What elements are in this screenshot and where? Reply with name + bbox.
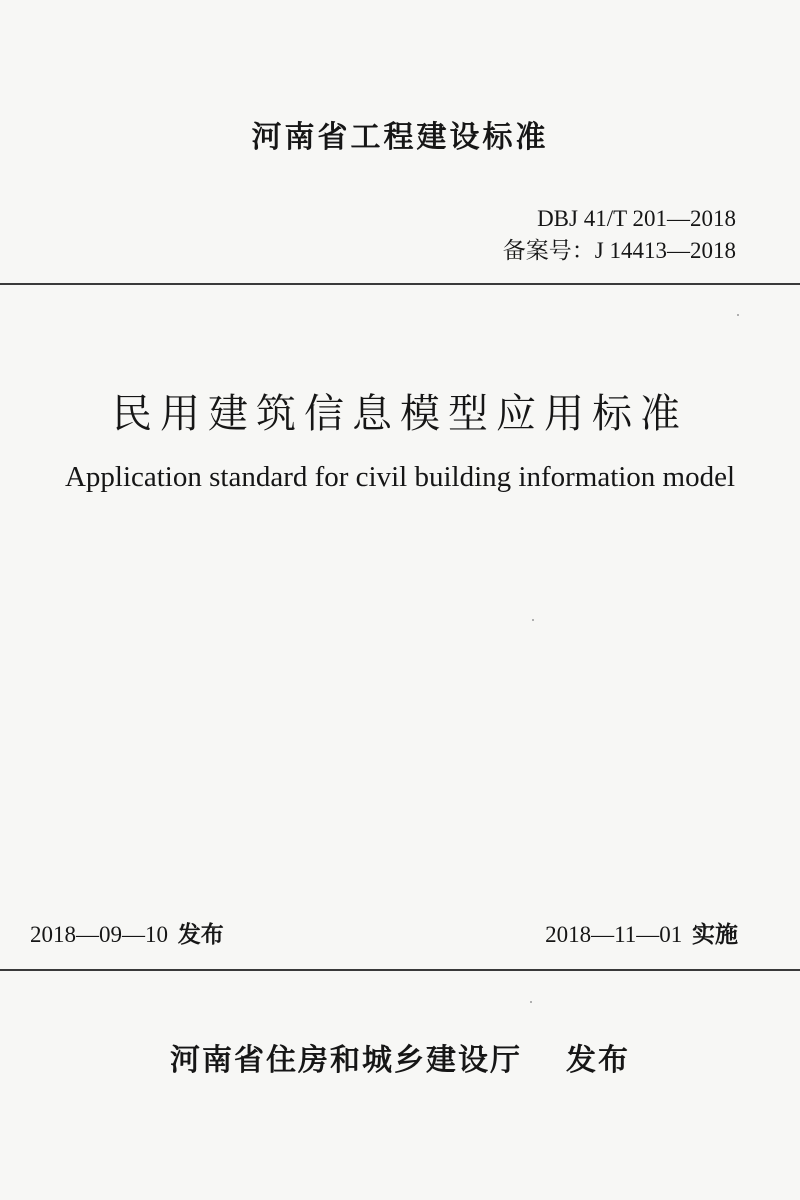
issue-date: 2018—09—10 <box>30 922 168 947</box>
standard-category-title: 河南省工程建设标准 <box>251 120 549 155</box>
publisher-action: 发布 <box>566 1043 630 1078</box>
issue-date-line <box>30 918 224 952</box>
paper-speck <box>532 619 534 621</box>
publisher-line <box>0 1039 800 1083</box>
document-title-chinese: 民用建筑信息模型应用标准 <box>112 391 688 437</box>
standard-code: DBJ 41/T 201—2018 <box>537 206 736 231</box>
publisher-name: 河南省住房和城乡建设厅 <box>170 1043 522 1078</box>
top-divider <box>0 283 800 285</box>
effective-date: 2018—11—01 <box>545 922 683 947</box>
paper-speck <box>530 1001 532 1003</box>
record-number: 备案号：J 14413—2018 <box>502 238 736 263</box>
bottom-divider <box>0 969 800 971</box>
paper-speck <box>737 314 739 316</box>
effective-label: 实施 <box>692 922 738 948</box>
standard-code-block <box>503 203 736 267</box>
document-title-english: Application standard for civil building information model <box>64 461 736 493</box>
issue-label: 发布 <box>177 922 224 948</box>
effective-date-line <box>545 918 738 952</box>
